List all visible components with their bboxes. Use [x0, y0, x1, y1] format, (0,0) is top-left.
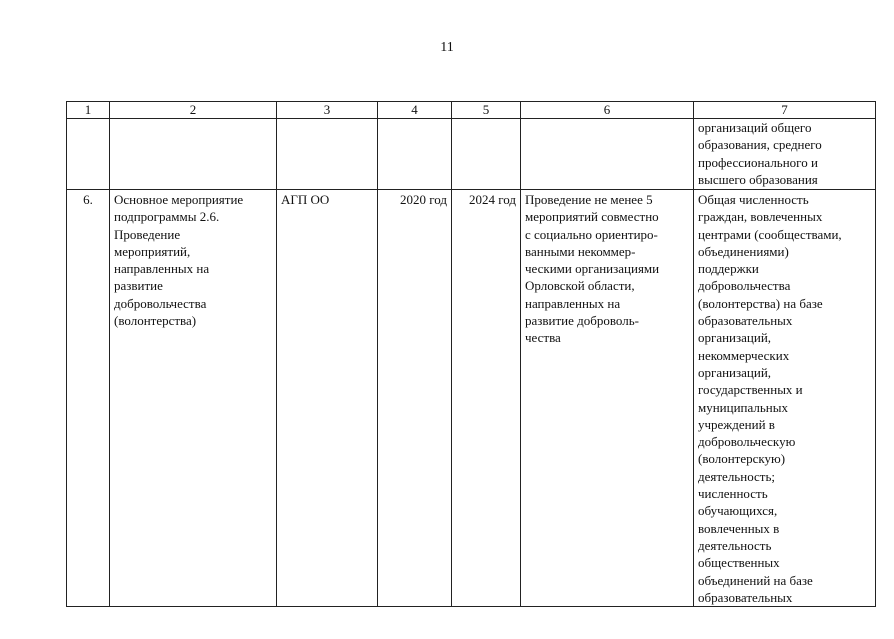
cell-result — [521, 119, 694, 190]
cell-executor — [277, 119, 378, 190]
column-header: 6 — [521, 102, 694, 119]
cell-start-year: 2020 год — [378, 190, 452, 607]
table-row — [67, 119, 876, 190]
column-header: 3 — [277, 102, 378, 119]
cell-indicator: организаций общего образования, среднего профессионального и высшего образования — [694, 119, 876, 190]
cell-start-year — [378, 119, 452, 190]
cell-name: Основное мероприятие подпрограммы 2.6. Проведение мероприятий, направленных на развитие добровольчества (волонтерства) — [110, 190, 277, 607]
column-header: 7 — [694, 102, 876, 119]
column-header: 4 — [378, 102, 452, 119]
program-table — [66, 101, 876, 607]
cell-indicator: Общая численность граждан, вовлеченных центрами (сообществами, объединениями) поддержки добровольчества (волонтерства) на базе образовательных организаций, некоммерческих организаций, государственных и муниципальных учреждений в добровольческую (волонтерскую) деятельность; численность обучающихся, вовлеченных в деятельность общественных объединений на базе образовательных — [694, 190, 876, 607]
column-header: 5 — [452, 102, 521, 119]
cell-end-year — [452, 119, 521, 190]
page-number: 11 — [440, 40, 454, 55]
table-header-row — [67, 102, 876, 119]
cell-end-year: 2024 год — [452, 190, 521, 607]
cell-number: 6. — [67, 190, 110, 607]
table-row — [67, 190, 876, 607]
cell-name — [110, 119, 277, 190]
column-header: 1 — [67, 102, 110, 119]
cell-result: Проведение не менее 5 мероприятий совместно с социально ориентиро- ванными некоммер- ческими организациями Орловской области, направленных на развитие доброволь- чества — [521, 190, 694, 607]
cell-executor: АГП ОО — [277, 190, 378, 607]
column-header: 2 — [110, 102, 277, 119]
cell-number — [67, 119, 110, 190]
